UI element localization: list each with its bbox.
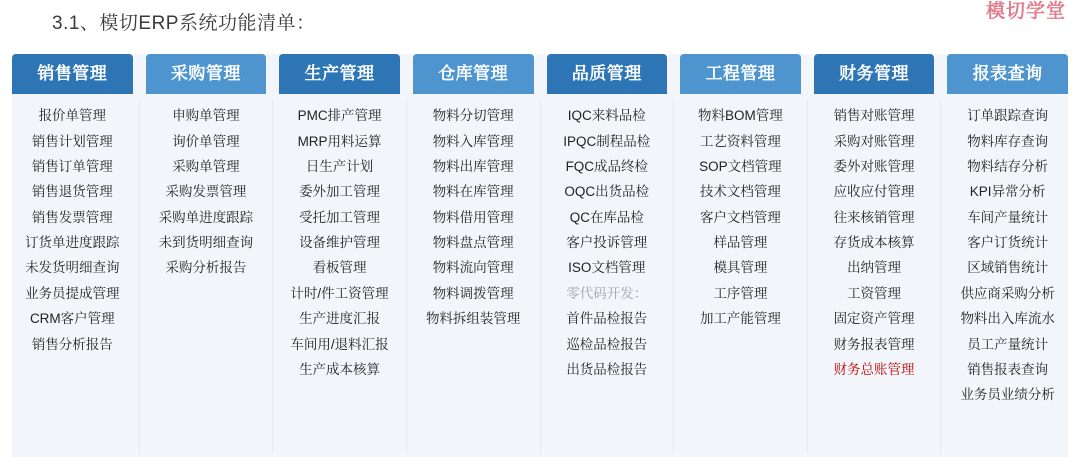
function-item[interactable]: CRM客户管理: [29, 311, 115, 327]
function-item[interactable]: MRP用料运算: [297, 133, 382, 149]
function-item[interactable]: 员工产量统计: [967, 336, 1049, 352]
page-title: 3.1、模切ERP系统功能清单：: [52, 13, 316, 34]
function-item[interactable]: 日生产计划: [305, 158, 374, 174]
function-item[interactable]: 生产成本核算: [299, 361, 381, 377]
category-item-list: [814, 103, 935, 382]
function-item[interactable]: 物料库存查询: [967, 133, 1049, 149]
column-separator: [807, 100, 808, 453]
function-item[interactable]: 财务总账管理: [833, 361, 915, 377]
function-item[interactable]: 报价单管理: [38, 108, 107, 124]
function-item[interactable]: 应收应付管理: [833, 184, 915, 200]
function-category-column: [12, 54, 133, 457]
function-item[interactable]: 客户投诉管理: [566, 235, 648, 251]
category-header[interactable]: 生产管理: [279, 54, 400, 94]
function-item[interactable]: KPI异常分析: [969, 184, 1046, 200]
category-item-list: [146, 103, 267, 281]
function-item[interactable]: 设备维护管理: [299, 235, 381, 251]
function-item[interactable]: 模具管理: [713, 260, 768, 276]
function-item[interactable]: 工资管理: [847, 285, 902, 301]
function-item[interactable]: 销售报表查询: [967, 361, 1049, 377]
function-item[interactable]: 委外对账管理: [833, 158, 915, 174]
function-category-column: [413, 54, 534, 457]
function-item[interactable]: 车间产量统计: [967, 209, 1049, 225]
function-item[interactable]: IQC来料品检: [567, 108, 646, 124]
function-item[interactable]: 客户订货统计: [967, 235, 1049, 251]
function-item[interactable]: 受托加工管理: [299, 209, 381, 225]
function-item[interactable]: 申购单管理: [172, 108, 240, 124]
function-category-column: [279, 54, 400, 457]
function-item[interactable]: 物料出入库流水: [960, 311, 1055, 327]
function-item[interactable]: 物料流向管理: [432, 260, 514, 276]
category-header[interactable]: 采购管理: [146, 54, 267, 94]
column-separator: [540, 100, 541, 453]
function-item[interactable]: SOP文档管理: [699, 158, 782, 174]
category-item-list: [680, 103, 801, 331]
function-item[interactable]: IPQC制程品检: [563, 133, 651, 149]
function-category-column: [947, 54, 1068, 457]
function-category-column: [146, 54, 267, 457]
function-item[interactable]: 计时/件工资管理: [290, 285, 389, 301]
function-item[interactable]: 往来核销管理: [833, 209, 915, 225]
category-item-list: [947, 103, 1068, 408]
column-separator: [272, 100, 273, 453]
function-item[interactable]: 未发货明细查询: [25, 260, 120, 276]
function-item[interactable]: 物料出库管理: [432, 158, 514, 174]
function-item[interactable]: 看板管理: [312, 260, 367, 276]
function-item[interactable]: 采购分析报告: [165, 260, 247, 276]
function-item[interactable]: 委外加工管理: [299, 184, 381, 200]
function-item[interactable]: 区域销售统计: [967, 260, 1049, 276]
function-item[interactable]: PMC排产管理: [297, 108, 382, 124]
function-item[interactable]: 工序管理: [713, 285, 768, 301]
column-separator: [673, 100, 674, 453]
category-header[interactable]: 仓库管理: [413, 54, 534, 94]
function-item[interactable]: 物料分切管理: [432, 108, 514, 124]
function-item[interactable]: 订货单进度跟踪: [25, 235, 120, 251]
function-item[interactable]: ISO文档管理: [568, 260, 646, 276]
function-item[interactable]: 车间用/退料汇报: [290, 336, 389, 352]
function-item[interactable]: 加工产能管理: [699, 311, 781, 327]
function-item[interactable]: 订单跟踪查询: [967, 108, 1049, 124]
category-header[interactable]: 品质管理: [547, 54, 668, 94]
function-item[interactable]: 销售计划管理: [31, 133, 113, 149]
function-item[interactable]: 业务员提成管理: [25, 285, 120, 301]
function-list-board: [12, 54, 1068, 457]
function-item[interactable]: 工艺资料管理: [699, 133, 781, 149]
function-item[interactable]: 询价单管理: [172, 133, 240, 149]
category-header[interactable]: 报表查询: [947, 54, 1068, 94]
function-item[interactable]: 客户文档管理: [699, 209, 781, 225]
watermark-corner-mark: 模切学堂: [985, 1, 1066, 22]
function-category-column: [680, 54, 801, 457]
function-item[interactable]: 销售对账管理: [833, 108, 915, 124]
function-item[interactable]: 物料BOM管理: [698, 108, 783, 124]
function-item[interactable]: 物料盘点管理: [432, 235, 514, 251]
column-separator: [940, 100, 941, 453]
function-item[interactable]: 销售退货管理: [31, 184, 113, 200]
column-separator: [139, 100, 140, 453]
function-item[interactable]: 未到货明细查询: [158, 235, 254, 251]
category-header[interactable]: 财务管理: [814, 54, 935, 94]
function-item[interactable]: 销售发票管理: [31, 209, 113, 225]
function-item[interactable]: 采购对账管理: [833, 133, 915, 149]
function-item[interactable]: 采购发票管理: [165, 184, 247, 200]
function-item[interactable]: OQC出货品检: [564, 184, 650, 200]
function-item[interactable]: 存货成本核算: [833, 235, 915, 251]
function-item[interactable]: 销售分析报告: [31, 336, 113, 352]
function-item[interactable]: 出货品检报告: [566, 361, 648, 377]
function-item[interactable]: 生产进度汇报: [299, 311, 381, 327]
function-item[interactable]: 物料在库管理: [432, 184, 514, 200]
function-item[interactable]: 巡检品检报告: [566, 336, 648, 352]
function-item[interactable]: 物料调拨管理: [432, 285, 514, 301]
function-item[interactable]: 财务报表管理: [833, 336, 915, 352]
function-item[interactable]: 固定资产管理: [833, 311, 915, 327]
function-category-column: [547, 54, 668, 457]
function-item[interactable]: 物料入库管理: [432, 133, 514, 149]
category-header[interactable]: 工程管理: [680, 54, 801, 94]
category-item-list: [12, 103, 133, 357]
function-item[interactable]: 物料结存分析: [967, 158, 1049, 174]
category-item-list: [413, 103, 534, 331]
function-item[interactable]: 采购单进度跟踪: [158, 209, 254, 225]
function-item[interactable]: QC在库品检: [569, 209, 644, 225]
column-separator: [406, 100, 407, 453]
category-item-list: [547, 103, 668, 382]
category-item-list: [279, 103, 400, 382]
category-header[interactable]: 销售管理: [12, 54, 133, 94]
function-item[interactable]: FQC成品终检: [565, 158, 649, 174]
function-item[interactable]: 采购单管理: [172, 158, 240, 174]
function-item[interactable]: 首件品检报告: [566, 311, 648, 327]
function-item[interactable]: 物料借用管理: [432, 209, 514, 225]
function-item[interactable]: 销售订单管理: [31, 158, 113, 174]
function-item[interactable]: 物料拆组装管理: [425, 311, 521, 327]
function-item[interactable]: 业务员业绩分析: [960, 387, 1055, 403]
function-category-column: [814, 54, 935, 457]
function-item[interactable]: 零代码开发：: [566, 285, 648, 301]
function-item[interactable]: 技术文档管理: [699, 184, 781, 200]
function-item[interactable]: 样品管理: [713, 235, 768, 251]
function-item[interactable]: 出纳管理: [847, 260, 902, 276]
function-item[interactable]: 供应商采购分析: [960, 285, 1055, 301]
